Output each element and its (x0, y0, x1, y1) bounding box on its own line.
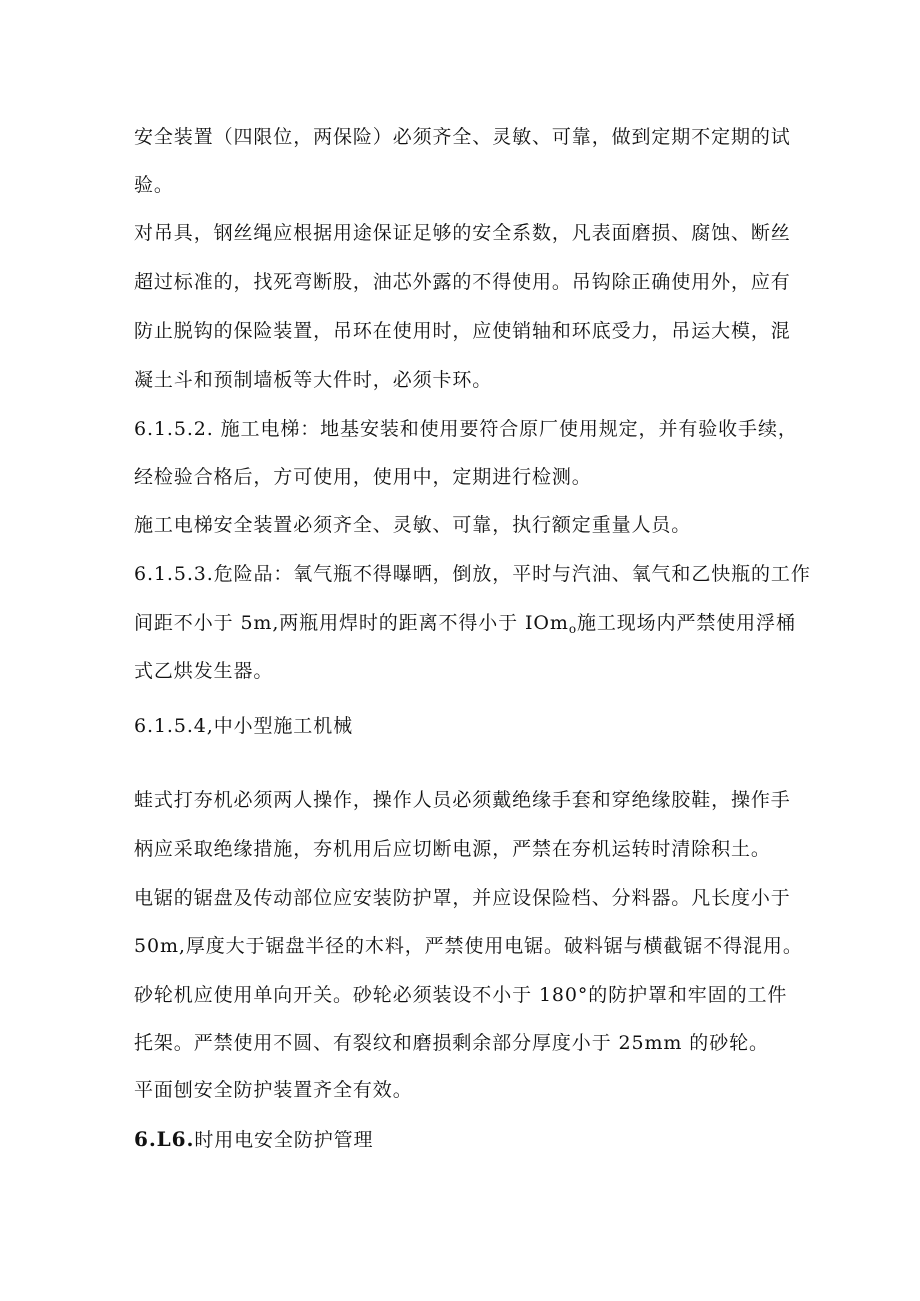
text-line: 防止脱钩的保险装置，吊环在使用时，应使销轴和环底受力，吊运大模，混 (134, 320, 791, 342)
text-line: 50m,厚度大于锯盘半径的木料，严禁使用电锯。破料锯与横截锯不得混用。 (134, 935, 803, 957)
text-line: 平面刨安全防护装置齐全有效。 (134, 1079, 413, 1101)
text-line: 蛙式打夯机必须两人操作，操作人员必须戴绝缘手套和穿绝缘胶鞋，操作手 (134, 789, 791, 811)
line-part: 间距不小于 5m,两瓶用焊时的距离不得小于 IOm (134, 612, 569, 634)
heading-text: 时用电安全防护管理 (194, 1129, 374, 1151)
text-line: 电锯的锯盘及传动部位应安装防护罩，并应设保险档、分料器。凡长度小于 (134, 887, 791, 909)
text-line: 施工电梯安全装置必须齐全、灵敏、可靠，执行额定重量人员。 (134, 514, 692, 536)
text-line: 超过标准的，找死弯断股，油芯外露的不得使用。吊钩除正确使用外，应有 (134, 271, 791, 293)
text-line: 凝土斗和预制墙板等大件时，必须卡环。 (134, 369, 493, 391)
section-line: 6.1.5.3.危险品：氧气瓶不得曝晒，倒放，平时与汽油、氧气和乙快瓶的工作 (134, 563, 811, 585)
text-line: 式乙烘发生器。 (134, 660, 274, 682)
heading-number: 6.L6. (134, 1127, 195, 1151)
text-line: 托架。严禁使用不圆、有裂纹和磨损剩余部分厚度小于 25mm 的砂轮。 (134, 1032, 769, 1054)
line-part: 施工现场内严禁使用浮桶 (576, 612, 796, 634)
text-line: 安全装置（四限位，两保险）必须齐全、灵敏、可靠，做到定期不定期的试 (134, 126, 791, 148)
text-line: 经检验合格后，方可使用，使用中，定期进行检测。 (134, 466, 592, 488)
subscript: o (568, 622, 577, 636)
text-line (134, 610, 796, 642)
text-line: 砂轮机应使用单向开关。砂轮必须装设不小于 180°的防护罩和牢固的工件 (134, 984, 788, 1006)
section-line: 6.1.5.2. 施工电梯：地基安装和使用要符合原厂使用规定，并有验收手续， (134, 418, 798, 440)
section-heading: 6.1.5.4,中小型施工机械 (134, 715, 354, 737)
text-line: 对吊具，钢丝绳应根据用途保证足够的安全系数，凡表面磨损、腐蚀、断丝 (134, 222, 791, 244)
text-line: 验。 (134, 174, 174, 196)
section-heading (134, 1126, 373, 1153)
text-line: 柄应采取绝缘措施，夯机用后应切断电源，严禁在夯机运转时清除积土。 (134, 838, 771, 860)
